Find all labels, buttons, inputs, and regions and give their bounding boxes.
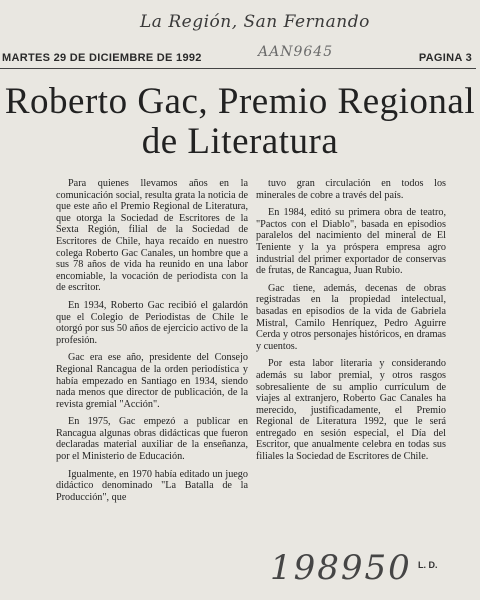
- page-number: PAGINA 3: [418, 52, 472, 64]
- paragraph: Gac tiene, además, decenas de obras registradas en la propiedad intelectual, basadas en episodios de la vida de Gabriela Mistral, Camilo Henríquez, Pedro Aguirre Cerda y otros personajes históricos, en dramas y cuentos.: [256, 282, 446, 352]
- handwritten-archive-code: AAN9645: [258, 44, 334, 60]
- publication-date: MARTES 29 DE DICIEMBRE DE 1992: [2, 52, 202, 64]
- article-column-right: [256, 178, 446, 469]
- paragraph: Gac era ese año, presidente del Consejo Regional Rancagua de la orden periodística y había empezado en Santiago en 1934, siendo nada menos que director de publicación, de la revista gremial "Acción".: [56, 352, 248, 410]
- handwritten-source-note: La Región, San Fernando: [140, 12, 370, 32]
- paragraph: tuvo gran circulación en todos los minerales de cobre a través del país.: [256, 178, 446, 201]
- paragraph: Para quienes llevamos años en la comunicación social, resulta grata la noticia de que este año el Premio Regional de Literatura, que otorga la Sociedad de Escritores de la Sexta Región, filial de la Sociedad de Escritores de Chile, haya recaído en nuestro colega Roberto Gac Canales, un hombre que a sus 78 años de vida ha reunido en una labor encomiable, la vocación de periodista con la de escritor.: [56, 178, 248, 294]
- paragraph: En 1984, editó su primera obra de teatro, "Pactos con el Diablo", basada en episodios paralelos del nacimiento del mineral de El Teniente y la ya próspera empresa agro industrial del primer exportador de conservas de frutas, de Rancagua, Juan Rubio.: [256, 207, 446, 277]
- paragraph: En 1975, Gac empezó a publicar en Rancagua algunas obras didácticas que fueron declaradas material auxiliar de la enseñanza, por el Ministerio de Educación.: [56, 416, 248, 463]
- article-column-left: [56, 178, 248, 509]
- author-signature: L. D.: [418, 560, 438, 570]
- paragraph: Igualmente, en 1970 había editado un juego didáctico denominado "La Batalla de la Producción", que: [56, 468, 248, 503]
- paragraph: En 1934, Roberto Gac recibió el galardón que el Colegio de Periodistas de Chile le otorgó por sus 50 años de ejercicio activo de la profesión.: [56, 299, 248, 346]
- article-headline: Roberto Gac, Premio Regional de Literatura: [4, 81, 476, 162]
- header-rule: [0, 68, 476, 69]
- paragraph: Por esta labor literaria y considerando además su labor premial, y otros rasgos sobresaliente de su amplio currículum de viajes al extranjero, Roberto Gac Canales ha merecido, justificadamente, el Premio Regional de Literatura 1992, que le será entregado en sesión especial, el Día del Escritor, que anualmente celebra en todas sus filiales la Sociedad de Escritores de Chile.: [256, 358, 446, 463]
- handwritten-record-number: 198950: [270, 548, 412, 588]
